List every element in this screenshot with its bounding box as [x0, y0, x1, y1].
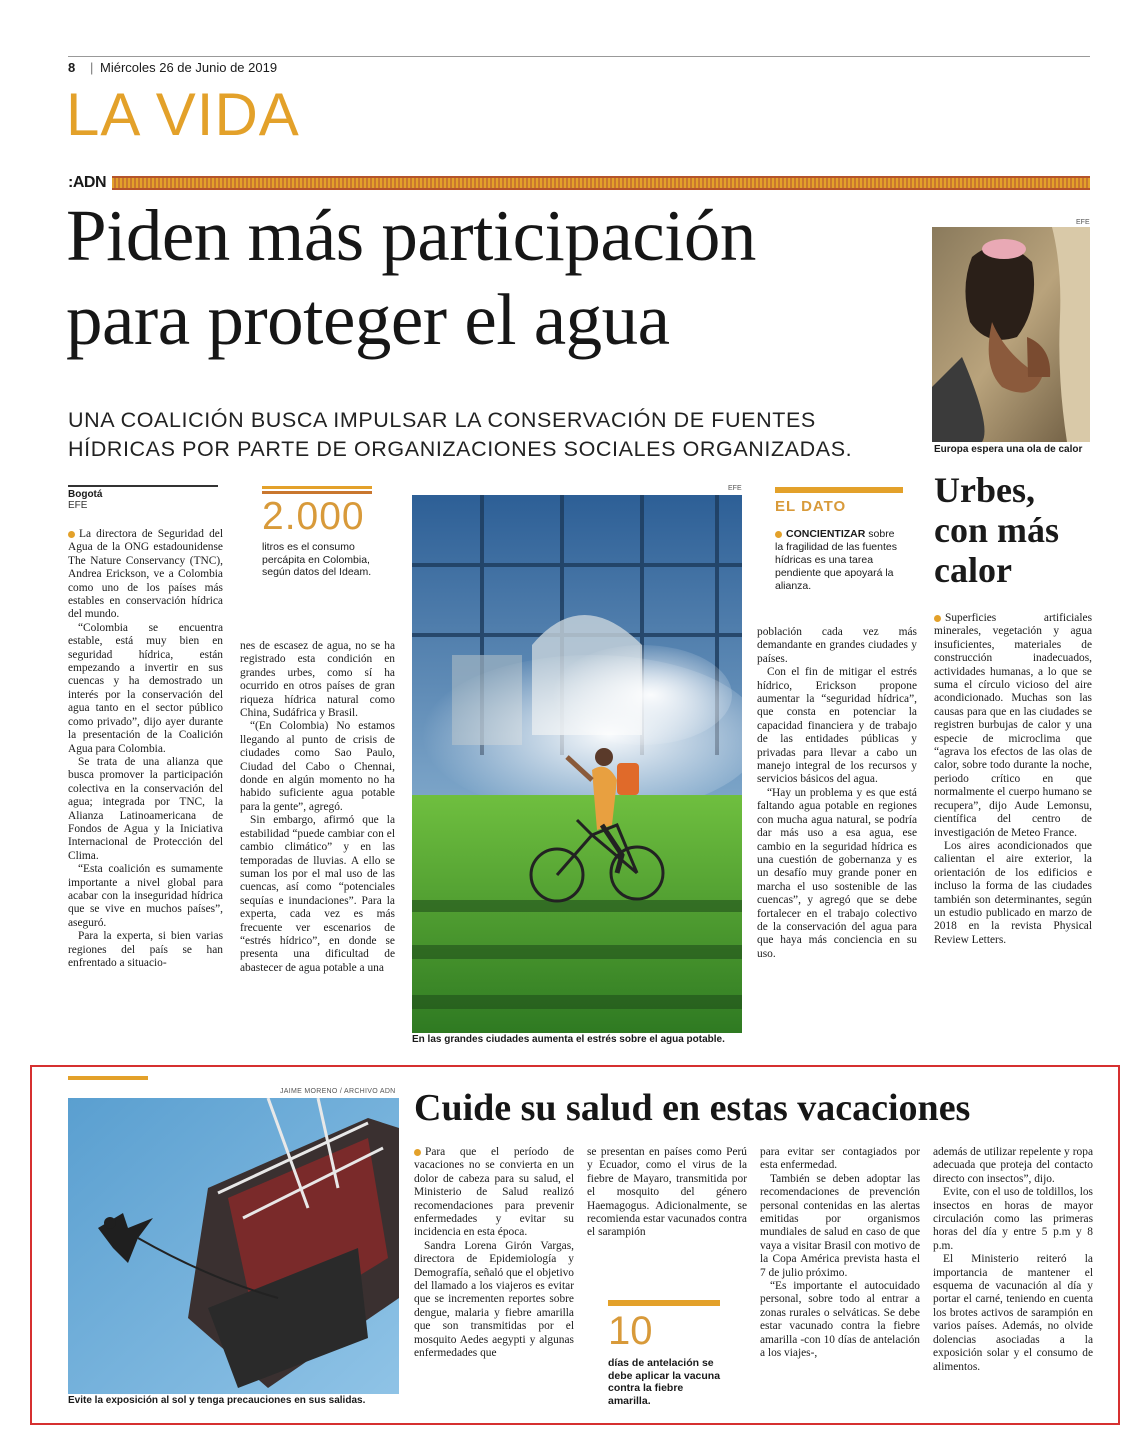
article-paragraph: “Hay un problema y es que está faltando agua potable en regiones con mucha agua natural, se podría dar más uso a esa agua, ese cambio en la seguridad hídrica es una cuestión de gobernanza y es un desafío muy grande poner en marcha el uso sostenible de las cuencas”, y agregó que se debe fortalecer en el trabajo colectivo de la conservación del agua para que haya más conciencia en su uso. — [757, 786, 917, 960]
page-date: Miércoles 26 de Junio de 2019 — [100, 60, 278, 75]
stat-bar — [262, 486, 372, 494]
article-paragraph: Para la experta, si bien varias regiones del país se han enfrentado a situacio- — [68, 930, 223, 969]
article-column-1 — [68, 528, 223, 970]
box-photo-bungee-jumper — [68, 1098, 399, 1394]
box-column-2 — [587, 1146, 747, 1240]
box-tag-bar — [68, 1076, 148, 1080]
article-paragraph: Se trata de una alianza que busca promover la participación colectiva en la conservación del agua; integrada por TNC, la Alianza Latinoamericana de Fondos de Agua y la Iniciativa Internacional de Protección del Clima. — [68, 755, 223, 862]
box-paragraph: Sandra Lorena Girón Vargas, directora de Epidemiología y Demografía, señaló que el objetivo del llamado a los viajeros es evitar que se incrementen reportes sobre dengue, malaria y fiebre amarilla que son transmitidas por el mosquito Aedes aegypti y algunas enfermedades que — [414, 1239, 574, 1360]
dato-title: EL DATO — [775, 498, 847, 515]
byline-agency: EFE — [68, 500, 88, 511]
dato-bar — [775, 487, 903, 493]
stat-number: 2.000 — [262, 495, 365, 538]
box-stat-text: días de antelación se debe aplicar la vacuna contra la fiebre amarilla. — [608, 1357, 721, 1407]
sidebar-paragraph: Los aires acondicionados que calientan el aire exterior, la orientación de los edificios e incluso la forma de las ciudades también son determinantes, según un estudio publicado en marzo de 2018 en la revista Physical Review Letters. — [934, 839, 1092, 946]
article-paragraph: Con el fin de mitigar el estrés hídrico, Erickson propone aumentar la “seguridad hídrica”, que consta en potenciar la capacidad financiera y de trabajo de las entidades públicas y privadas para llevar a cabo un manejo integral de los recursos y servicios básicos del agua. — [757, 666, 917, 786]
box-column-1 — [414, 1146, 574, 1361]
byline-city: Bogotá — [68, 489, 103, 500]
box-paragraph: El Ministerio reiteró la importancia de mantener el esquema de vacunación al día y portar el carné, teniendo en cuenta los brotes activos de sarampión en varios países. Además, no olvide dolencias asociadas a la exposición solar y el consumo de alimentos. — [933, 1253, 1093, 1373]
box-column-3 — [760, 1146, 920, 1361]
box-paragraph: Evite, con el uso de toldillos, los insectos en horas de mayor circulación como las primeras horas del día y entre 5 p.m y 8 p.m. — [933, 1186, 1093, 1252]
side-photo-credit: EFE — [1076, 219, 1090, 226]
date-separator: | — [90, 60, 94, 75]
box-paragraph: se presentan en países como Perú y Ecuador, como el virus de la fiebre de Mayaro, transmitida por el mosquito del género Haemagogus. Adicionalmente, se recomienda estar vacunados contra el sarampión — [587, 1146, 747, 1239]
article-paragraph: nes de escasez de agua, no se ha registrado esta condición en grandes urbes, como sí ha ocurrido en otros países de gran riqueza hídrica natural como China, Sudáfrica y Brasil. — [240, 640, 395, 720]
section-bar — [112, 176, 1090, 190]
box-stat-number: 10 — [608, 1309, 653, 1353]
box-stat-bar — [608, 1300, 720, 1306]
box-photo-credit: JAIME MORENO / ARCHIVO ADN — [280, 1088, 396, 1095]
stat-text: litros es el consumo percápita en Colombia, según datos del Ideam. — [262, 541, 372, 578]
box-paragraph: Para que el período de vacaciones no se convierta en un dolor de cabeza para su salud, el Ministerio de Salud realizó recomendaciones para prevenir enfermedades y evitar su incidencia en esta época. — [414, 1146, 574, 1239]
header-rule — [68, 56, 1090, 57]
byline-rule — [68, 485, 218, 487]
article-paragraph: “(En Colombia) No estamos llegando al punto de crisis de ciudades como Sao Paulo, Ciudad del Cabo o Chennai, donde en algún momento no ha habido suficiente agua potable para la gente”, agregó. — [240, 720, 395, 813]
box-paragraph: “Es importante el autocuidado personal, sobre todo al entrar a zonas rurales o selváticas. Se debe estar vacunado contra la fiebre amarilla -con 10 días de antelación a los viajes-, — [760, 1280, 920, 1360]
article-subhead: UNA COALICIÓN BUSCA IMPULSAR LA CONSERVACIÓN DE FUENTES HÍDRICAS POR PARTE DE ORGANIZACIONES SOCIALES ORGANIZADAS. — [68, 408, 853, 461]
article-paragraph: Sin embargo, afirmó que la estabilidad “puede cambiar con el cambio climático” y en las temporadas de lluvias. A ello se suman los por el mal uso de las cuencas, así como “potenciales sequías e inundaciones”. Para la experta, cada vez es más frecuente ver escenarios de “estrés hídrico”, en donde se presenta una dificultad de abastecer de agua potable a una — [240, 814, 395, 974]
article-paragraph: “Colombia se encuentra estable, está muy bien en seguridad hídrica, están empezando a invertir en sus cuencas y ha demostrado un interés por la conservación del agua tanto en el sector público como privado”, dijo ayer durante la presentación de la Coalición Agua para Colombia. — [68, 621, 223, 755]
main-photo-credit: EFE — [728, 485, 742, 492]
box-column-4 — [933, 1146, 1093, 1374]
sidebar-body — [934, 612, 1092, 947]
sidebar-title: Urbes, con más calor — [934, 470, 1059, 590]
dato-text: CONCIENTIZAR sobre la fragilidad de las fuentes hídricas es una tarea pendiente que apoyará la alianza. — [775, 528, 897, 592]
side-photo-caption: Europa espera una ola de calor — [934, 444, 1083, 455]
headline-line-1: Piden más participación — [66, 195, 756, 276]
bullet-icon — [68, 531, 75, 538]
bullet-icon — [934, 615, 941, 622]
main-photo-cyclist-fountain — [412, 495, 742, 1033]
adn-logo: :ADN — [68, 174, 106, 191]
article-paragraph: La directora de Seguridad del Agua de la ONG estadounidense The Nature Conservancy (TNC), Andrea Erickson, ve a Colombia como uno de los países más estables en conservación hídrica del mundo. — [68, 528, 223, 621]
box-paragraph: para evitar ser contagiados por esta enfermedad. — [760, 1146, 920, 1172]
section-title: LA VIDA — [66, 81, 300, 148]
main-photo-caption: En las grandes ciudades aumenta el estrés sobre el agua potable. — [412, 1034, 725, 1045]
article-column-2 — [240, 640, 395, 975]
sidebar-paragraph: Superficies artificiales minerales, vegetación y agua insuficientes, materiales de construcción inadecuados, actividades humanas, a lo que se suma el círculo vicioso del aire acondicionado. Muchas son las causas para que en las ciudades se registren burbujas de calor y una especie de microclima que “agrava los efectos de las olas de calor, sobre todo durante la noche, periodo crítico en que normalmente el cuerpo humano se recupera”, dijo Aude Lemonsu, científica del centro de investigación de Meteo France. — [934, 612, 1092, 839]
bullet-icon — [775, 531, 782, 538]
headline-line-2: para proteger el agua — [66, 279, 670, 360]
box-photo-caption: Evite la exposición al sol y tenga precauciones en sus salidas. — [68, 1395, 366, 1406]
page-number: 8 — [68, 60, 76, 75]
bullet-icon — [414, 1149, 421, 1156]
article-column-3 — [757, 626, 917, 961]
article-paragraph: población cada vez más demandante en grandes ciudades y países. — [757, 626, 917, 665]
dato-keyword: CONCIENTIZAR — [786, 528, 866, 540]
article-headline — [66, 194, 916, 362]
article-paragraph: “Esta coalición es sumamente importante a nivel global para acabar con la inseguridad hídrica que se vive en muchos países”, aseguró. — [68, 863, 223, 929]
box-paragraph: además de utilizar repelente y ropa adecuada que proteja del contacto directo con insectos”, dijo. — [933, 1146, 1093, 1185]
side-photo-woman-washing-face — [932, 227, 1090, 442]
box-title: Cuide su salud en estas vacaciones — [414, 1087, 971, 1129]
box-paragraph: También se deben adoptar las recomendaciones de prevención personal contenidas en las alertas emitidas por organismos mundiales de salud en caso de que vaya a visitar Brasil con motivo de la Copa América prevista hasta el 7 de julio próximo. — [760, 1172, 920, 1279]
